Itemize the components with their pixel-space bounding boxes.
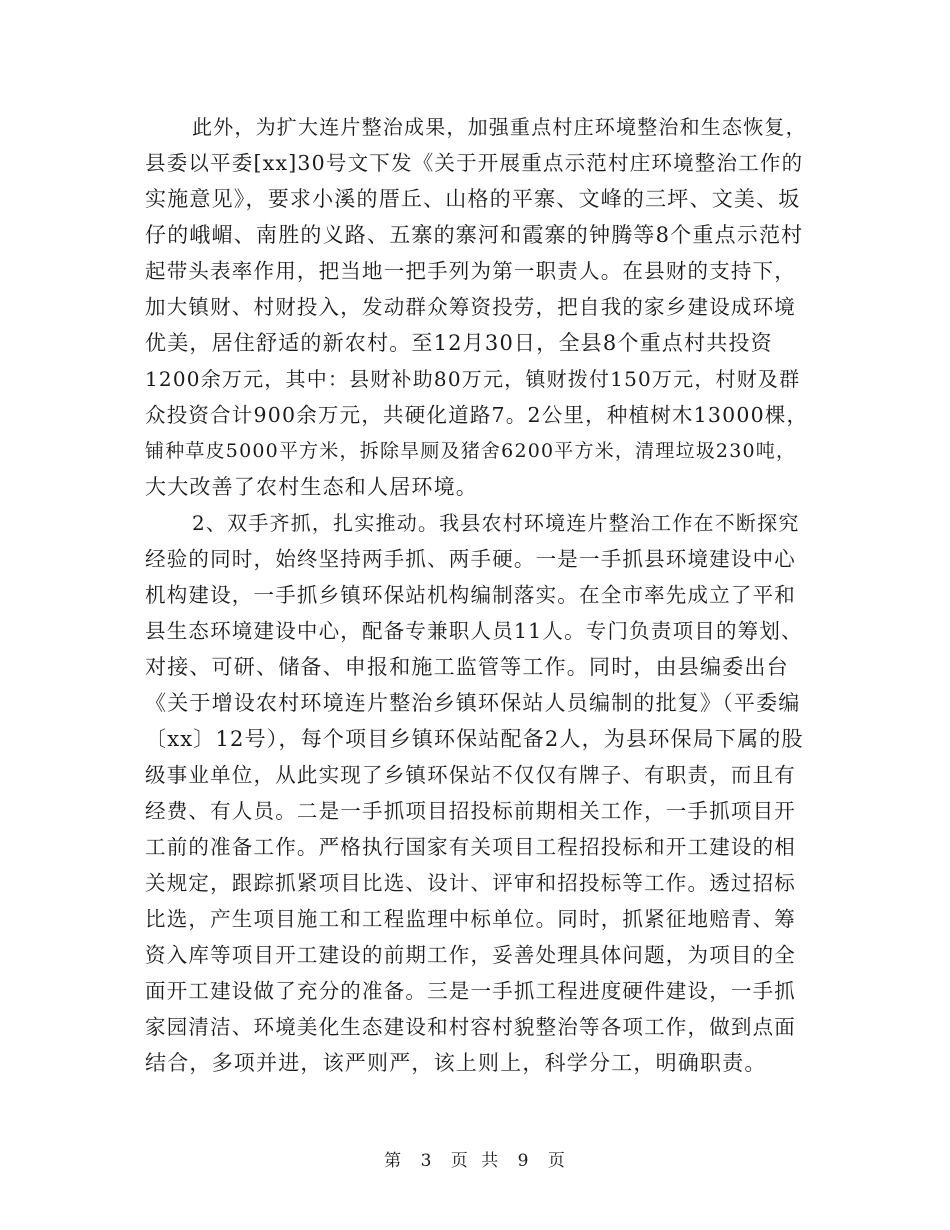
paragraph-1-line-7: 优美，居住舒适的新农村。至12月30日，全县8个重点村共投资 [145, 331, 773, 355]
paragraph-2-line-11: 关规定，跟踪抓紧项目比选、设计、评审和招投标等工作。透过招标 [145, 871, 796, 895]
paragraph-2-line-12: 比选，产生项目施工和工程监理中标单位。同时，抓紧征地赔青、筹 [145, 907, 796, 931]
current-page-number: 3 [420, 1151, 433, 1171]
paragraph-1-line-4: 仔的峨嵋、南胜的义路、五寨的寨河和霞寨的钟腾等8个重点示范村 [145, 223, 804, 247]
paragraph-2-line-1: 2、双手齐抓，扎实推动。我县农村环境连片整治工作在不断探究 [192, 511, 800, 535]
paragraph-2-line-2: 经验的同时，始终坚持两手抓、两手硬。一是一手抓县环境建设中心 [145, 547, 796, 571]
paragraph-1-line-5: 起带头表率作用，把当地一把手列为第一职责人。在县财的支持下， [145, 259, 796, 283]
footer-suffix: 页 [547, 1151, 566, 1171]
paragraph-2-line-3: 机构建设，一手抓乡镇环保站机构编制落实。在全市率先成立了平和 [145, 583, 796, 607]
paragraph-1-line-9: 众投资合计900余万元，共硬化道路7。2公里，种植树木13000棵， [145, 403, 809, 427]
paragraph-1-line-6: 加大镇财、村财投入，发动群众筹资投劳，把自我的家乡建设成环境 [145, 295, 796, 319]
paragraph-2-line-15: 家园清洁、环境美化生态建设和村容村貌整治等各项工作，做到点面 [145, 1015, 796, 1039]
paragraph-2-line-14: 面开工建设做了充分的准备。三是一手抓工程进度硬件建设，一手抓 [145, 979, 796, 1003]
paragraph-1-line-10: 铺种草皮5000平方米，拆除旱厕及猪舍6200平方米，清理垃圾230吨， [145, 440, 797, 462]
paragraph-2-line-9: 经费、有人员。二是一手抓项目招投标前期相关工作，一手抓项目开 [145, 799, 796, 823]
paragraph-2-line-7: 〔xx〕12号），每个项目乡镇环保站配备2人，为县环保局下属的股 [145, 727, 804, 751]
paragraph-2-line-8: 级事业单位，从此实现了乡镇环保站不仅仅有牌子、有职责，而且有 [145, 763, 796, 787]
paragraph-1-line-8: 1200余万元，其中：县财补助80万元，镇财拨付150万元，村财及群 [145, 367, 801, 391]
paragraph-2-line-6: 《关于增设农村环境连片整治乡镇环保站人员编制的批复》（平委编 [145, 691, 801, 715]
paragraph-2-line-10: 工前的准备工作。严格执行国家有关项目工程招投标和开工建设的相 [145, 835, 796, 859]
total-page-count: 9 [517, 1151, 530, 1171]
paragraph-1-line-1: 此外，为扩大连片整治成果，加强重点村庄环境整治和生态恢复， [192, 115, 807, 139]
paragraph-2-line-13: 资入库等项目开工建设的前期工作，妥善处理具体问题，为项目的全 [145, 943, 796, 967]
paragraph-1-line-3: 实施意见》，要求小溪的厝丘、山格的平寨、文峰的三坪、文美、坂 [145, 187, 801, 211]
paragraph-1-line-2: 县委以平委[xx]30号文下发《关于开展重点示范村庄环境整治工作的 [145, 151, 804, 175]
paragraph-1-line-11: 大大改善了农村生态和人居环境。 [145, 475, 478, 499]
footer-middle: 页 共 [450, 1151, 500, 1171]
paragraph-2-line-16: 结合，多项并进，该严则严，该上则上，科学分工，明确职责。 [145, 1051, 767, 1075]
paragraph-2-line-5: 对接、可研、储备、申报和施工监管等工作。同时，由县编委出台 [145, 655, 789, 679]
page-footer [0, 1150, 950, 1172]
footer-prefix: 第 [384, 1151, 403, 1171]
paragraph-2-line-4: 县生态环境建设中心，配备专兼职人员11人。专门负责项目的筹划、 [145, 619, 803, 643]
